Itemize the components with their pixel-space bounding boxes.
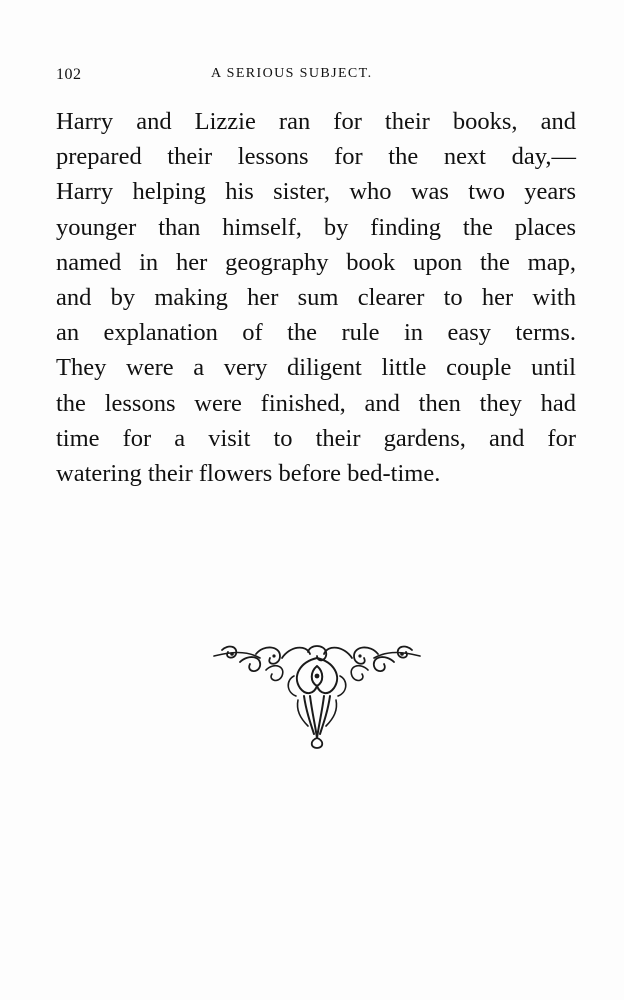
text-line: younger than himself, by finding the places	[56, 213, 576, 241]
text-line: watering their flowers before bed-time.	[56, 460, 441, 488]
text-line: prepared their lessons for the next day,—	[56, 143, 576, 171]
page-number: 102	[56, 66, 82, 83]
running-title: A SERIOUS SUBJECT.	[211, 66, 373, 81]
text-line: Harry helping his sister, who was two years	[56, 178, 576, 206]
body-paragraph	[56, 104, 576, 491]
text-line: time for a visit to their gardens, and for	[56, 424, 576, 452]
text-line: named in her geography book upon the map,	[56, 248, 576, 276]
text-line: and by making her sum clearer to her with	[56, 284, 576, 312]
text-line: Harry and Lizzie ran for their books, and	[56, 108, 576, 135]
text-line: an explanation of the rule in easy terms.	[56, 319, 576, 347]
floral-tailpiece-icon	[210, 636, 424, 750]
text-line: the lessons were finished, and then they had	[56, 389, 576, 417]
running-head	[56, 66, 576, 90]
text-line: They were a very diligent little couple until	[56, 354, 576, 382]
